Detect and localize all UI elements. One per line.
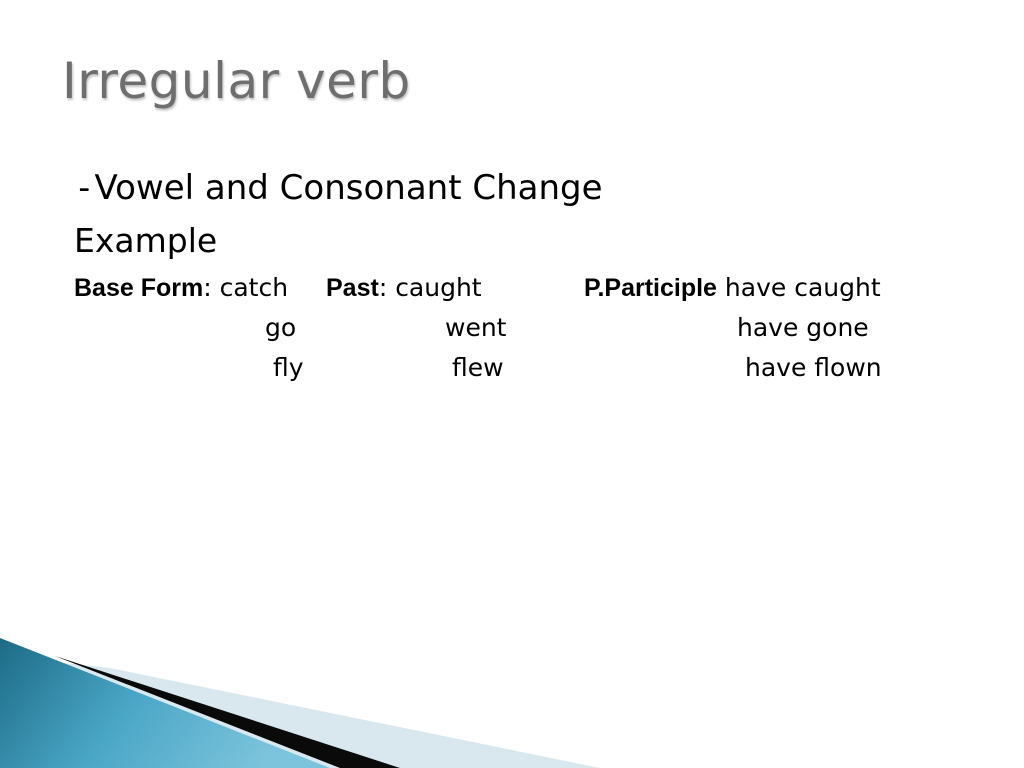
base-form-label: Base Form xyxy=(74,274,204,302)
example-label: Example xyxy=(74,221,218,260)
past-value: caught xyxy=(395,273,482,302)
subheading xyxy=(74,168,603,208)
past-label: Past xyxy=(326,274,379,302)
participle-header xyxy=(584,273,881,303)
base-form-sep: : xyxy=(203,273,220,302)
verb-row-base: fly xyxy=(273,353,304,382)
past-sep: : xyxy=(378,273,396,302)
verb-row-past: went xyxy=(445,313,507,342)
base-form-value: catch xyxy=(219,273,289,302)
subheading-text: Vowel and Consonant Change xyxy=(94,168,603,208)
slide-title: Irregular verb xyxy=(62,52,411,110)
participle-value: have caught xyxy=(724,273,881,302)
verb-row-past: flew xyxy=(452,353,504,382)
verb-row-participle: have gone xyxy=(737,313,869,342)
verb-row-base: go xyxy=(265,313,297,342)
subheading-dash: - xyxy=(74,168,95,208)
past-header xyxy=(326,273,482,303)
verb-row-participle: have flown xyxy=(745,353,882,382)
header-row xyxy=(74,273,288,303)
participle-label: P.Participle xyxy=(584,274,717,302)
decorative-swoosh xyxy=(0,638,1024,768)
